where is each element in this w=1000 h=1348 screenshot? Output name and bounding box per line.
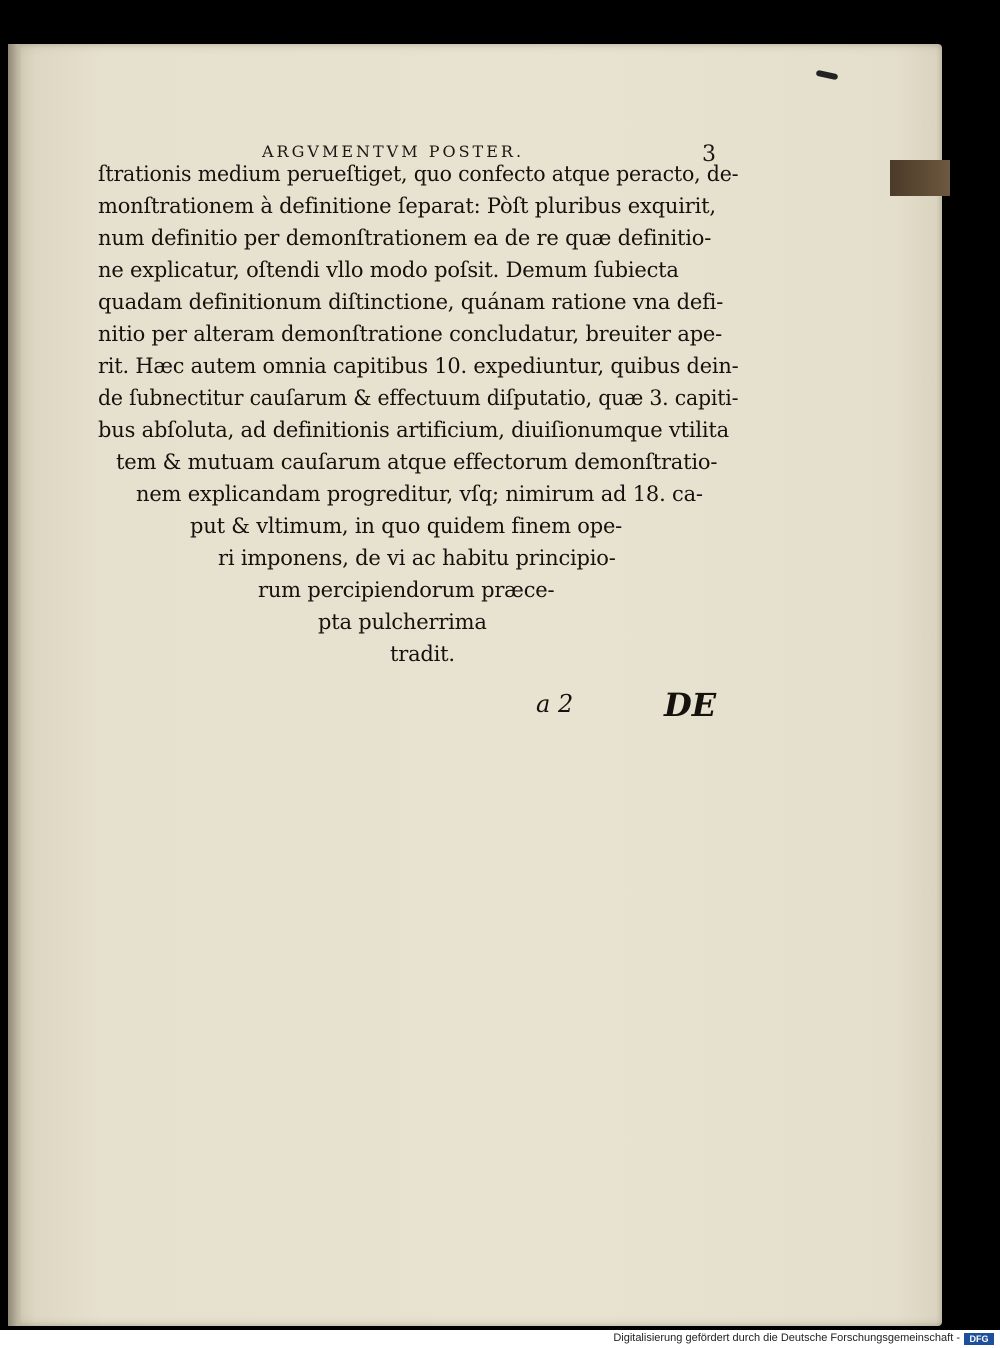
text-line: tem & mutuam cauſarum atque effectorum demonſtratio- (116, 450, 718, 474)
page-number: 3 (702, 142, 716, 167)
text-line: tradit. (390, 642, 455, 666)
text-line: ri imponens, de vi ac habitu principio- (218, 546, 616, 570)
text-line: quadam definitionum diſtinctione, quánam ratione vna defi- (98, 290, 724, 314)
catchword: DE (664, 686, 717, 724)
dfg-logo-icon: DFG (964, 1333, 994, 1345)
bookmark-tab (890, 160, 950, 196)
footer-credit: Digitalisierung gefördert durch die Deutsche Forschungsgemeinschaft - (613, 1332, 960, 1344)
text-line: de ſubnectitur cauſarum & effectuum diſputatio, quæ 3. capiti- (98, 386, 739, 410)
running-head: ARGVMENTVM POSTER. (262, 142, 525, 161)
text-line: put & vltimum, in quo quidem finem ope- (190, 514, 623, 538)
text-line: nem explicandam progreditur, vſq; nimirum ad 18. ca- (136, 482, 703, 506)
text-line: pta pulcherrima (318, 610, 487, 634)
text-line: ſtrationis medium perueſtiget, quo confecto atque peracto, de- (98, 162, 739, 186)
text-line: rum percipiendorum præce- (258, 578, 555, 602)
text-line: monſtrationem à definitione ſeparat: Pòſt pluribus exquirit, (98, 194, 716, 218)
text-line: rit. Hæc autem omnia capitibus 10. expediuntur, quibus dein- (98, 354, 739, 378)
text-line: ne explicatur, oſtendi vllo modo poſsit. Demum ſubiecta (98, 258, 679, 282)
signature-mark: a 2 (536, 690, 574, 718)
text-line: num definitio per demonſtrationem ea de re quæ definitio- (98, 226, 712, 250)
text-line: nitio per alteram demonſtratione concludatur, breuiter ape- (98, 322, 723, 346)
text-line: bus abſoluta, ad definitionis artificium, diuiſionumque vtilita (98, 418, 729, 442)
page-gutter-shadow (8, 44, 22, 1326)
footer-bar (0, 1330, 1000, 1348)
